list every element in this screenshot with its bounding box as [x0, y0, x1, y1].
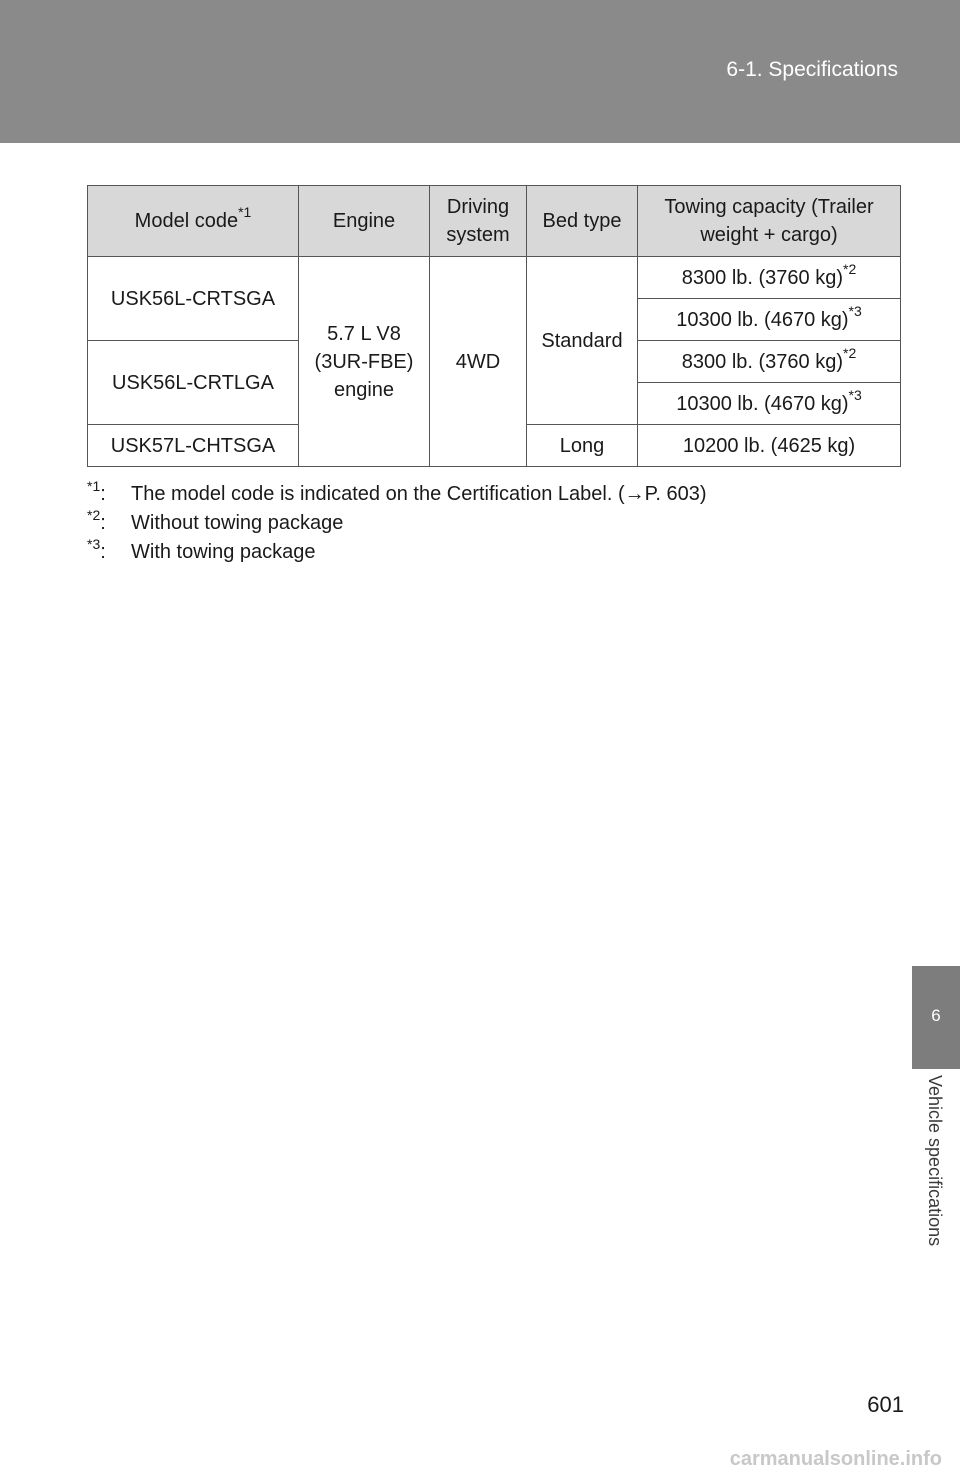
towing-capacity-table: [87, 185, 901, 467]
model-code-cell: USK56L-CRTSGA: [88, 257, 299, 341]
capacity-cell: 10300 lb. (4670 kg)$^{*3}$: [638, 383, 901, 425]
col-driving-system: Driving system: [430, 186, 527, 257]
page-number: 601: [867, 1392, 904, 1417]
col-engine: Engine: [299, 186, 430, 257]
capacity-cell: 8300 lb. (3760 kg)$^{*2}$: [638, 257, 901, 299]
col-bed-type: Bed type: [527, 186, 638, 257]
table-row: [88, 257, 901, 299]
chapter-label: Vehicle specifications: [925, 1075, 945, 1247]
page-header: [0, 0, 960, 143]
capacity-cell: 8300 lb. (3760 kg)$^{*2}$: [638, 341, 901, 383]
col-towing-capacity: Towing capacity (Trailer weight + cargo): [638, 186, 901, 257]
bed-type-cell: Long: [527, 425, 638, 467]
col-model-code: Model code$^{*1}$: [88, 186, 299, 257]
footnotes: [87, 480, 707, 567]
model-code-cell: USK56L-CRTLGA: [88, 341, 299, 425]
model-code-cell: USK57L-CHTSGA: [88, 425, 299, 467]
table-header-row: [88, 186, 901, 257]
bed-type-cell: Standard: [527, 257, 638, 425]
chapter-number: 6: [931, 1006, 941, 1025]
section-title: 6-1. Specifications: [726, 58, 898, 81]
chapter-tab[interactable]: [912, 966, 960, 1069]
capacity-cell: 10300 lb. (4670 kg)$^{*3}$: [638, 299, 901, 341]
footnote-item: $^{*2}$: Without towing package: [87, 507, 344, 534]
capacity-cell: 10200 lb. (4625 kg): [638, 425, 901, 467]
footnote-item: $^{*3}$: With towing package: [87, 536, 316, 563]
watermark: carmanualsonline.info: [729, 1448, 942, 1470]
footnote-item: $^{*1}$: The model code is indicated on the Certification Label. (→P. 603): [87, 478, 707, 505]
driving-system-cell: 4WD: [430, 257, 527, 467]
engine-cell: 5.7 L V8 (3UR-FBE) engine: [299, 257, 430, 467]
